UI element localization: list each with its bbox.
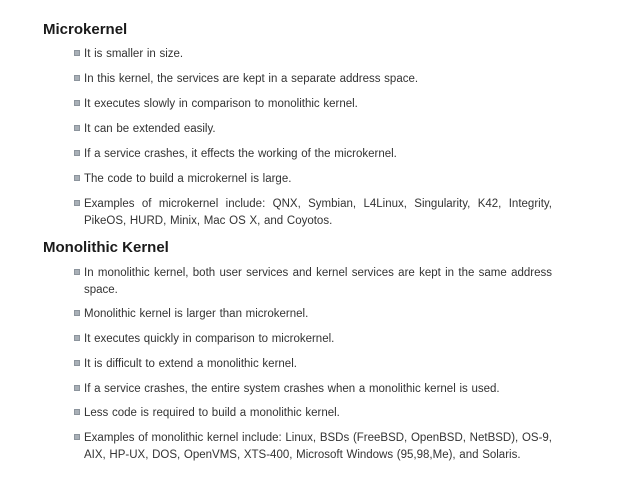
square-bullet-icon [74, 269, 80, 275]
list-item [74, 121, 552, 138]
square-bullet-icon [74, 150, 80, 156]
monolithic-kernel-heading: Monolithic Kernel [43, 239, 169, 256]
square-bullet-icon [74, 310, 80, 316]
list-item-text: Monolithic kernel is larger than microkernel. [84, 308, 309, 320]
list-item-text: In monolithic kernel, both user services and kernel services are kept in the same address space. [84, 267, 552, 296]
square-bullet-icon [74, 360, 80, 366]
list-item-text: It executes slowly in comparison to monolithic kernel. [84, 98, 358, 110]
list-item [74, 381, 552, 398]
square-bullet-icon [74, 100, 80, 106]
list-item-text: It executes quickly in comparison to microkernel. [84, 333, 335, 345]
list-item-text: If a service crashes, the entire system crashes when a monolithic kernel is used. [84, 383, 500, 395]
list-item-text: Less code is required to build a monolithic kernel. [84, 407, 340, 419]
list-item [74, 46, 552, 63]
list-item-text: If a service crashes, it effects the working of the microkernel. [84, 148, 397, 160]
list-item [74, 96, 552, 113]
square-bullet-icon [74, 200, 80, 206]
square-bullet-icon [74, 50, 80, 56]
list-item [74, 171, 552, 188]
square-bullet-icon [74, 75, 80, 81]
square-bullet-icon [74, 335, 80, 341]
square-bullet-icon [74, 434, 80, 440]
square-bullet-icon [74, 125, 80, 131]
square-bullet-icon [74, 175, 80, 181]
list-item [74, 430, 552, 463]
list-item-text: It is difficult to extend a monolithic kernel. [84, 358, 297, 370]
square-bullet-icon [74, 409, 80, 415]
list-item-text: It can be extended easily. [84, 123, 216, 135]
list-item [74, 265, 552, 298]
square-bullet-icon [74, 385, 80, 391]
list-item-text: The code to build a microkernel is large. [84, 173, 292, 185]
list-item-text: Examples of monolithic kernel include: Linux, BSDs (FreeBSD, OpenBSD, NetBSD), OS-9, AIX, HP-UX, DOS, OpenVMS, XTS-400, Microsoft Windows (95,98,Me), and Solaris. [84, 432, 552, 461]
list-item-text: In this kernel, the services are kept in a separate address space. [84, 73, 419, 85]
list-item-text: It is smaller in size. [84, 48, 184, 60]
list-item [74, 405, 552, 422]
list-item [74, 331, 552, 348]
list-item-text: Examples of microkernel include: QNX, Symbian, L4Linux, Singularity, K42, Integrity, PikeOS, HURD, Minix, Mac OS X, and Coyotos. [84, 198, 552, 227]
microkernel-heading: Microkernel [43, 21, 128, 38]
list-item [74, 71, 552, 88]
list-item [74, 146, 552, 163]
list-item [74, 306, 552, 323]
list-item [74, 196, 552, 229]
list-item [74, 356, 552, 373]
